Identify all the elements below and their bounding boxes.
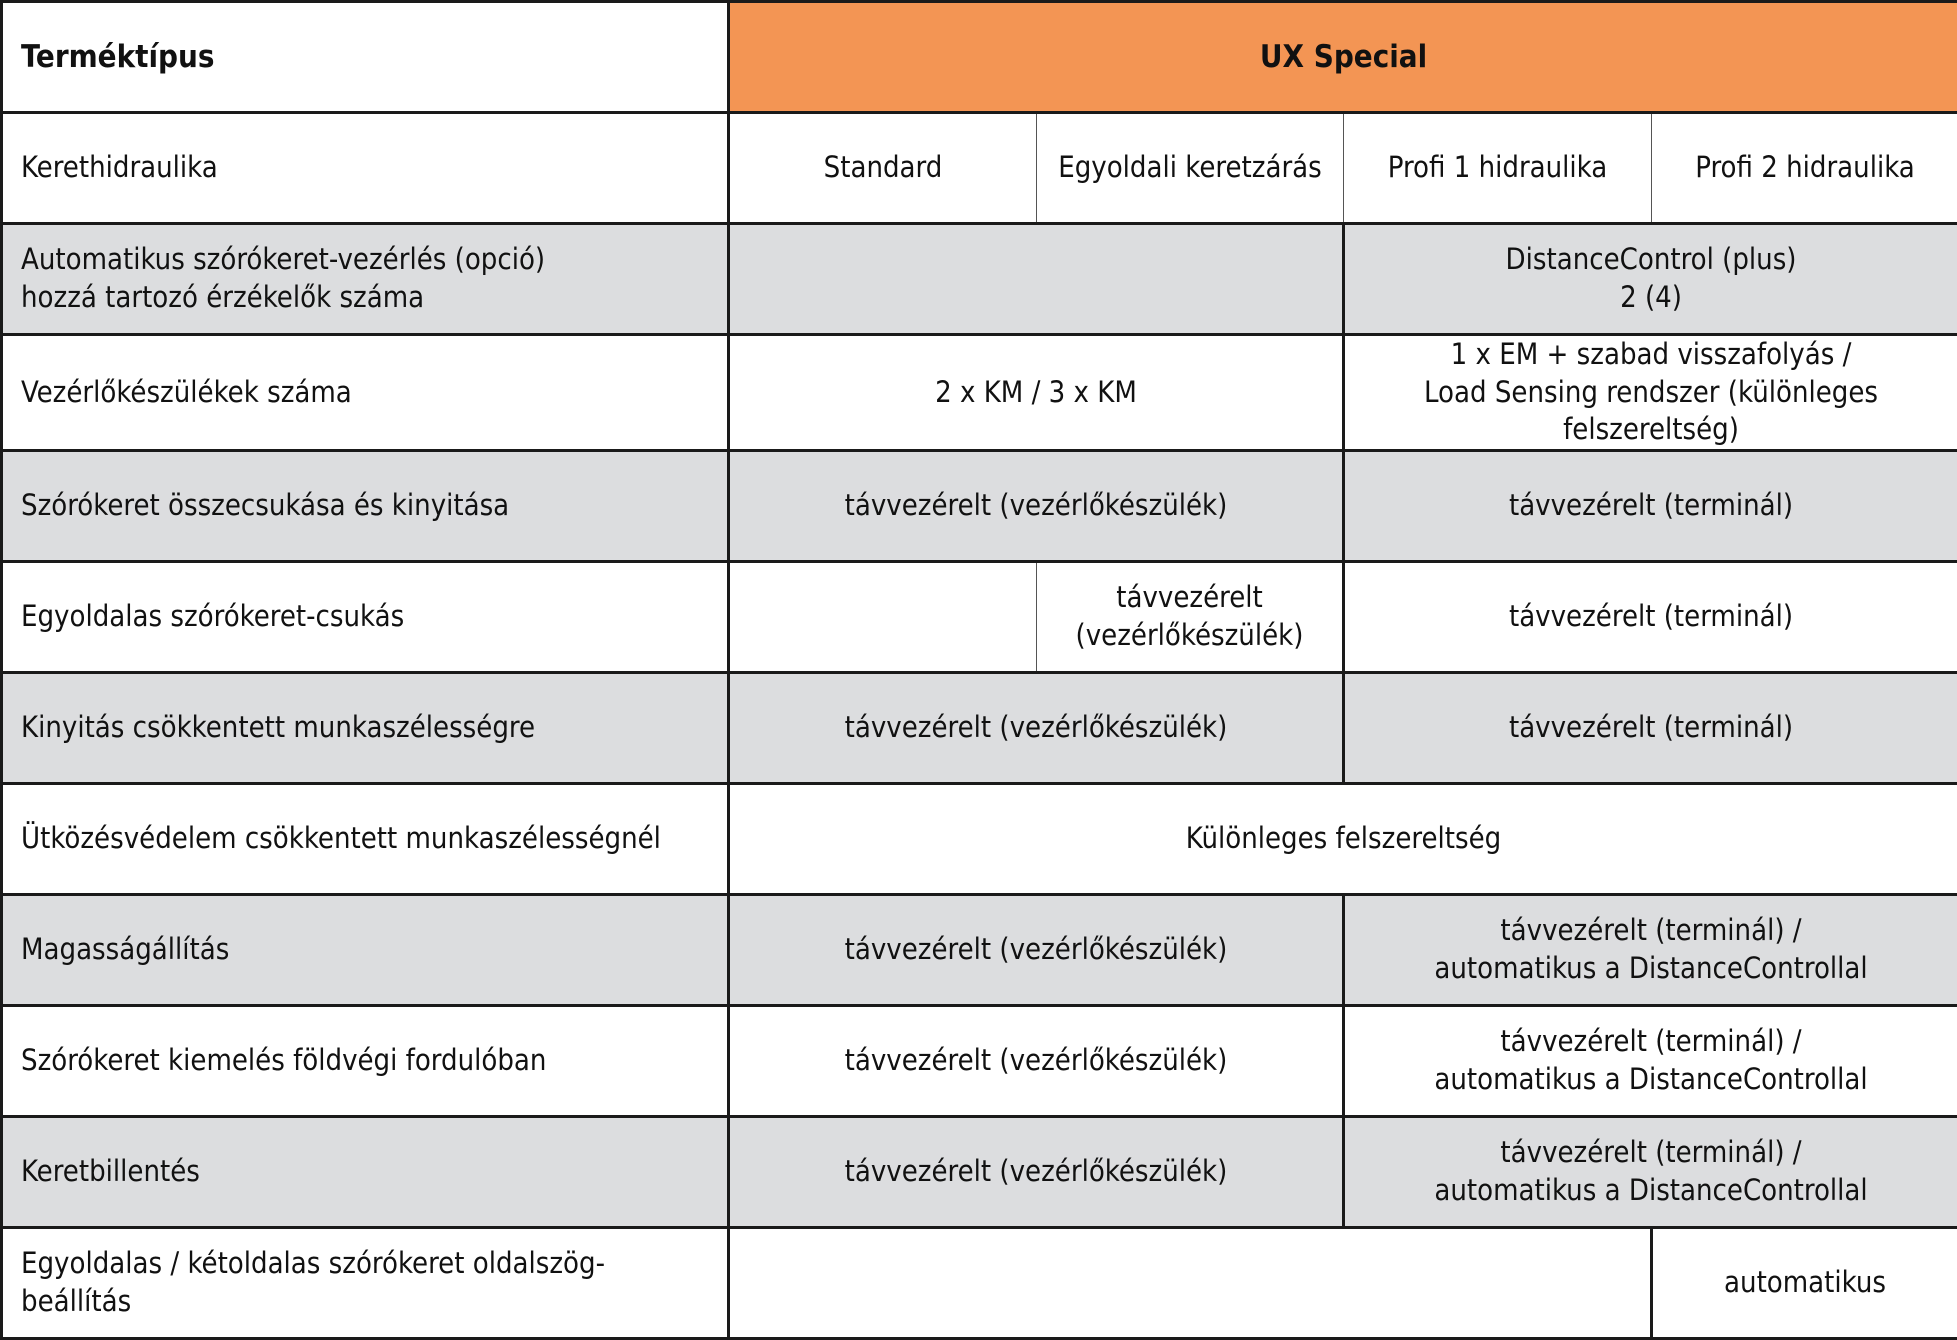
- cell-value: automatikus: [1652, 1228, 1957, 1339]
- product-type-label: Terméktípus: [2, 2, 729, 113]
- row-label: Szórókeret kiemelés földvégi fordulóban: [2, 1006, 729, 1117]
- header-row: [2, 2, 1957, 113]
- table-row: [2, 895, 1957, 1006]
- table-row: [2, 784, 1957, 895]
- table-row: [2, 451, 1957, 562]
- cell-value: távvezérelt (terminál): [1344, 562, 1957, 673]
- row-label-line: hozzá tartozó érzékelők száma: [21, 279, 709, 317]
- table-row: [2, 1228, 1957, 1339]
- cell-value: [1344, 895, 1957, 1006]
- row-label: Kerethidraulika: [2, 113, 729, 224]
- cell-value: Különleges felszereltség: [729, 784, 1957, 895]
- empty-cell: [729, 1228, 1652, 1339]
- cell-value: [1037, 562, 1344, 673]
- cell-line: automatikus a DistanceControllal: [1363, 950, 1939, 988]
- cell-line: automatikus a DistanceControllal: [1363, 1061, 1939, 1099]
- table-row: [2, 1117, 1957, 1228]
- column-header-standard: Standard: [729, 113, 1037, 224]
- row-label-line: Automatikus szórókeret-vezérlés (opció): [21, 241, 709, 279]
- cell-line: távvezérelt (terminál) /: [1363, 1023, 1939, 1061]
- cell-value: távvezérelt (terminál): [1344, 673, 1957, 784]
- cell-value: távvezérelt (vezérlőkészülék): [729, 895, 1344, 1006]
- table-row: [2, 562, 1957, 673]
- cell-value: távvezérelt (vezérlőkészülék): [729, 1006, 1344, 1117]
- column-header-profi-2: Profi 2 hidraulika: [1652, 113, 1957, 224]
- cell-value: [1344, 224, 1957, 335]
- cell-value: távvezérelt (vezérlőkészülék): [729, 1117, 1344, 1228]
- row-label: Vezérlőkészülékek száma: [2, 335, 729, 451]
- row-label: Egyoldalas szórókeret-csukás: [2, 562, 729, 673]
- cell-value: távvezérelt (vezérlőkészülék): [729, 673, 1344, 784]
- column-header-profi-1: Profi 1 hidraulika: [1344, 113, 1652, 224]
- table-row-frame-hydraulics: [2, 113, 1957, 224]
- cell-line: Load Sensing rendszer (különleges felszereltség): [1351, 374, 1951, 449]
- row-label: Kinyitás csökkentett munkaszélességre: [2, 673, 729, 784]
- table-row: [2, 1006, 1957, 1117]
- cell-line: automatikus a DistanceControllal: [1363, 1172, 1939, 1210]
- empty-cell: [729, 562, 1037, 673]
- product-name: UX Special: [729, 2, 1957, 113]
- cell-value: 2 x KM / 3 x KM: [729, 335, 1344, 451]
- row-label: Keretbillentés: [2, 1117, 729, 1228]
- cell-value: távvezérelt (terminál): [1344, 451, 1957, 562]
- row-label: [2, 224, 729, 335]
- cell-line: 1 x EM + szabad visszafolyás /: [1351, 336, 1951, 374]
- cell-line: 2 (4): [1363, 279, 1939, 317]
- table-row: [2, 673, 1957, 784]
- cell-line: (vezérlőkészülék): [1055, 617, 1324, 655]
- row-label: Magasságállítás: [2, 895, 729, 1006]
- column-header-one-side-lock: Egyoldali keretzárás: [1037, 113, 1344, 224]
- cell-value: távvezérelt (vezérlőkészülék): [729, 451, 1344, 562]
- table-row: [2, 224, 1957, 335]
- cell-line: távvezérelt (terminál) /: [1363, 1134, 1939, 1172]
- row-label: Ütközésvédelem csökkentett munkaszélességnél: [2, 784, 729, 895]
- cell-value: [1344, 335, 1957, 451]
- cell-line: távvezérelt (terminál) /: [1363, 912, 1939, 950]
- cell-value: [1344, 1117, 1957, 1228]
- row-label: Egyoldalas / kétoldalas szórókeret oldalszög-beállítás: [2, 1228, 729, 1339]
- empty-cell: [729, 224, 1344, 335]
- cell-line: távvezérelt: [1055, 579, 1324, 617]
- cell-line: DistanceControl (plus): [1363, 241, 1939, 279]
- row-label: Szórókeret összecsukása és kinyitása: [2, 451, 729, 562]
- table-row: [2, 335, 1957, 451]
- cell-value: [1344, 1006, 1957, 1117]
